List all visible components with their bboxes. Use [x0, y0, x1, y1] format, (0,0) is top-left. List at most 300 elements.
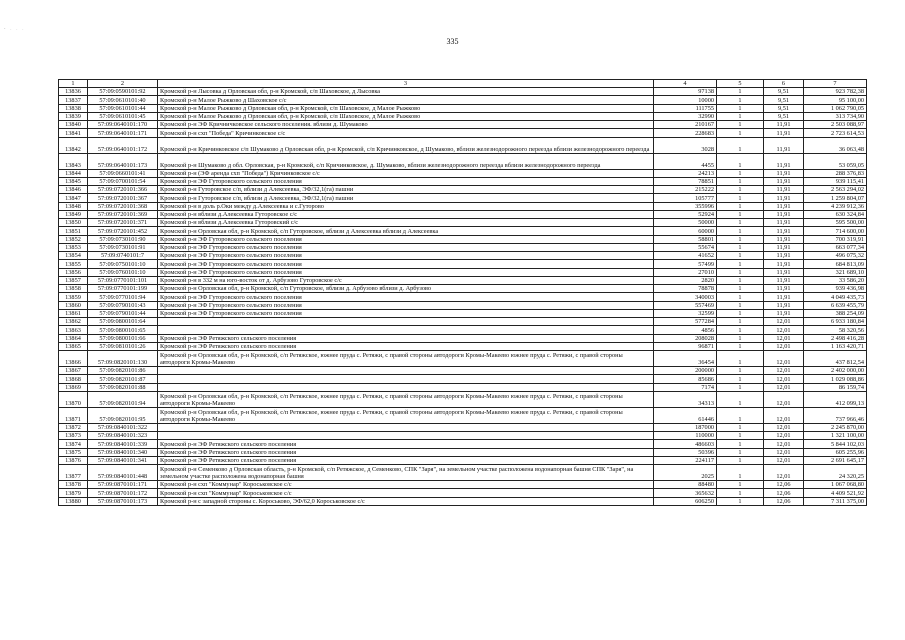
cadastral-value-cell: 2 498 416,28: [804, 334, 867, 342]
location-description-cell: Кромской р-н ЭФ Гуторовского сельского поселения: [158, 293, 654, 301]
count-cell: 1: [717, 186, 764, 194]
area-cell: 58801: [654, 235, 717, 243]
row-number-cell: 13880: [59, 497, 88, 505]
count-cell: 1: [717, 252, 764, 260]
rate-cell: 11,91: [764, 285, 804, 293]
cadastral-value-cell: 4 049 435,73: [804, 293, 867, 301]
area-cell: 88480: [654, 481, 717, 489]
cadastral-number-cell: 57:09:0820101:86: [88, 367, 158, 375]
rate-cell: 11,91: [764, 276, 804, 284]
area-cell: 97138: [654, 88, 717, 96]
count-cell: 1: [717, 448, 764, 456]
area-cell: 2820: [654, 276, 717, 284]
row-number-cell: 13866: [59, 351, 88, 367]
rate-cell: 11,91: [764, 137, 804, 153]
row-number-cell: 13837: [59, 96, 88, 104]
count-cell: 1: [717, 194, 764, 202]
area-cell: 41652: [654, 252, 717, 260]
cadastral-number-cell: 57:09:0610101:44: [88, 104, 158, 112]
rate-cell: 11,91: [764, 202, 804, 210]
area-cell: 27010: [654, 268, 717, 276]
table-row: [59, 407, 867, 423]
row-number-cell: 13839: [59, 112, 88, 120]
rate-cell: 11,91: [764, 268, 804, 276]
rate-cell: 11,91: [764, 153, 804, 169]
count-cell: 1: [717, 309, 764, 317]
rate-cell: 9,51: [764, 88, 804, 96]
cadastral-number-cell: 57:09:0640101:170: [88, 121, 158, 129]
cadastral-number-cell: 57:09:0840101:323: [88, 432, 158, 440]
row-number-cell: 13851: [59, 227, 88, 235]
area-cell: 2025: [654, 465, 717, 481]
location-description-cell: Кромской р-н Орловская обл, р-н Кромской, с/п Гуторовское, вблизи д. Арбузово вблизи д. Арбузово: [158, 285, 654, 293]
count-cell: 1: [717, 137, 764, 153]
row-number-cell: 13869: [59, 383, 88, 391]
cadastral-value-cell: 1 163 420,71: [804, 342, 867, 350]
cadastral-value-cell: 939 115,41: [804, 177, 867, 185]
rate-cell: 12,01: [764, 423, 804, 431]
count-cell: 1: [717, 318, 764, 326]
table-row: [59, 252, 867, 260]
cadastral-value-cell: 388 254,09: [804, 309, 867, 317]
cadastral-number-cell: 57:09:0800101:65: [88, 326, 158, 334]
count-cell: 1: [717, 177, 764, 185]
count-cell: 1: [717, 351, 764, 367]
location-description-cell: [158, 423, 654, 431]
cadastral-value-cell: 595 500,00: [804, 219, 867, 227]
column-index-row: [59, 80, 867, 88]
area-cell: 110000: [654, 432, 717, 440]
table-row: [59, 440, 867, 448]
column-header: 5: [717, 80, 764, 88]
row-number-cell: 13857: [59, 276, 88, 284]
table-row: [59, 186, 867, 194]
area-cell: 355996: [654, 202, 717, 210]
cadastral-number-cell: 57:09:0790101:43: [88, 301, 158, 309]
location-description-cell: Кромской р-н ЭФ Гуторовского сельского поселения: [158, 309, 654, 317]
area-cell: 486603: [654, 440, 717, 448]
cadastral-value-cell: 923 782,38: [804, 88, 867, 96]
cadastral-number-cell: 57:09:0740101:7: [88, 252, 158, 260]
area-cell: 78851: [654, 177, 717, 185]
cadastral-number-cell: 57:09:0800101:64: [88, 318, 158, 326]
count-cell: 1: [717, 88, 764, 96]
count-cell: 1: [717, 260, 764, 268]
location-description-cell: Кромской р-н Лысовка д Орловская обл, р-н Кромской, с/п Шаховское, д Лысовка: [158, 88, 654, 96]
area-cell: 210167: [654, 121, 717, 129]
cadastral-number-cell: 57:09:0640101:173: [88, 153, 158, 169]
cadastral-value-cell: 663 077,34: [804, 243, 867, 251]
cadastral-number-cell: 57:09:0800101:66: [88, 334, 158, 342]
cadastral-value-cell: 1 062 790,05: [804, 104, 867, 112]
row-number-cell: 13858: [59, 285, 88, 293]
count-cell: 1: [717, 440, 764, 448]
cadastral-value-cell: 4 239 912,36: [804, 202, 867, 210]
rate-cell: 11,91: [764, 260, 804, 268]
cadastral-number-cell: 57:09:0840101:322: [88, 423, 158, 431]
area-cell: 3028: [654, 137, 717, 153]
table-row: [59, 432, 867, 440]
table-row: [59, 194, 867, 202]
row-number-cell: 13867: [59, 367, 88, 375]
row-number-cell: 13870: [59, 391, 88, 407]
count-cell: 1: [717, 383, 764, 391]
table-row: [59, 497, 867, 505]
cadastral-value-cell: 412 099,13: [804, 391, 867, 407]
rate-cell: 11,91: [764, 121, 804, 129]
location-description-cell: Кромской р-н ЭФ Гуторовского сельского поселения: [158, 177, 654, 185]
table-row: [59, 235, 867, 243]
area-cell: 200000: [654, 367, 717, 375]
count-cell: 1: [717, 96, 764, 104]
cadastral-number-cell: 57:09:0720101:366: [88, 186, 158, 194]
rate-cell: 12,01: [764, 440, 804, 448]
cadastral-value-cell: 36 063,48: [804, 137, 867, 153]
cadastral-value-cell: 95 100,00: [804, 96, 867, 104]
location-description-cell: Кромской р-н в доль р.Оки между д.Алексеевка и с.Гуторово: [158, 202, 654, 210]
count-cell: 1: [717, 202, 764, 210]
cadastral-number-cell: 57:09:0700101:54: [88, 177, 158, 185]
location-description-cell: Кромской р-н ЭФ Ретяжского сельского поселения: [158, 440, 654, 448]
table-row: [59, 227, 867, 235]
rate-cell: 9,51: [764, 96, 804, 104]
area-cell: 4856: [654, 326, 717, 334]
location-description-cell: Кромской р-н Орловская обл, р-н Кромской, с/п Ретяжское, южнее пруда с. Ретяжи, с правой стороны автодороги Кромы-Макеево южнее пруда с. Ретяжи, с правой стороны автодороги Кромы-Макеево: [158, 351, 654, 367]
cadastral-value-cell: 7 311 375,00: [804, 497, 867, 505]
cadastral-value-cell: 33 586,20: [804, 276, 867, 284]
area-cell: 57499: [654, 260, 717, 268]
column-header: 6: [764, 80, 804, 88]
table-row: [59, 465, 867, 481]
table-row: [59, 219, 867, 227]
table-row: [59, 153, 867, 169]
area-cell: 61446: [654, 407, 717, 423]
scan-speck: - . . .: [4, 26, 26, 31]
cadastral-number-cell: 57:09:0720101:367: [88, 194, 158, 202]
row-number-cell: 13848: [59, 202, 88, 210]
cadastral-number-cell: 57:09:0870101:173: [88, 497, 158, 505]
location-description-cell: Кромской р-н Малое Рыжково д Орловская обл, р-н Кромской, с/п Шаховское, д Малое Рыжково: [158, 112, 654, 120]
cadastral-number-cell: 57:09:0610101:40: [88, 96, 158, 104]
table-row: [59, 104, 867, 112]
cadastral-number-cell: 57:09:0760101:10: [88, 268, 158, 276]
row-number-cell: 13863: [59, 326, 88, 334]
row-number-cell: 13841: [59, 129, 88, 137]
rate-cell: 9,51: [764, 112, 804, 120]
cadastral-number-cell: 57:09:0640101:171: [88, 129, 158, 137]
area-cell: 34313: [654, 391, 717, 407]
area-cell: 111755: [654, 104, 717, 112]
rate-cell: 11,91: [764, 252, 804, 260]
table-row: [59, 375, 867, 383]
area-cell: 208028: [654, 334, 717, 342]
rate-cell: 11,91: [764, 227, 804, 235]
rate-cell: 11,91: [764, 293, 804, 301]
column-header: 4: [654, 80, 717, 88]
rate-cell: 11,91: [764, 243, 804, 251]
table-row: [59, 423, 867, 431]
count-cell: 1: [717, 465, 764, 481]
count-cell: 1: [717, 104, 764, 112]
cadastral-number-cell: 57:09:0770101:94: [88, 293, 158, 301]
page-number: 335: [446, 37, 459, 46]
table-row: [59, 121, 867, 129]
table-row: [59, 351, 867, 367]
cadastral-number-cell: 57:09:0870101:172: [88, 489, 158, 497]
cadastral-value-cell: 2 503 088,97: [804, 121, 867, 129]
count-cell: 1: [717, 268, 764, 276]
location-description-cell: Кромской р-н Орловская обл, р-н Кромской, с/п Ретяжское, южнее пруда с. Ретяжи, с правой стороны автодороги Кромы-Макеево южнее пруда с. Ретяжи, с правой стороны автодороги Кромы-Макеево: [158, 407, 654, 423]
cadastral-number-cell: 57:09:0820101:87: [88, 375, 158, 383]
count-cell: 1: [717, 423, 764, 431]
count-cell: 1: [717, 121, 764, 129]
row-number-cell: 13871: [59, 407, 88, 423]
location-description-cell: Кромской р-н ЭФ Гуторовского сельского поселения: [158, 301, 654, 309]
cadastral-value-cell: 5 844 102,03: [804, 440, 867, 448]
cadastral-number-cell: 57:09:0870101:171: [88, 481, 158, 489]
location-description-cell: Кромской р-н Шумаково д обл. Орловская, р-н Кромской, с/п Кричинковское, д. Шумаково, вблизи железнодорожного переезда вблизи железнодорожного переезда: [158, 153, 654, 169]
table-row: [59, 367, 867, 375]
location-description-cell: Кромской р-н вблизи д.Алексеевка Гуторовский с/с: [158, 219, 654, 227]
row-number-cell: 13872: [59, 423, 88, 431]
count-cell: 1: [717, 227, 764, 235]
location-description-cell: Кромской р-н ЭФ Гуторовского сельского поселения: [158, 243, 654, 251]
cadastral-value-cell: 630 324,84: [804, 210, 867, 218]
rate-cell: 11,91: [764, 210, 804, 218]
count-cell: 1: [717, 391, 764, 407]
area-cell: 105777: [654, 194, 717, 202]
location-description-cell: Кромской р-н Орловская обл, р-н Кромской, с/п Гуторовское, вблизи д Алексеевка вблизи д Алексеевка: [158, 227, 654, 235]
location-description-cell: [158, 367, 654, 375]
row-number-cell: 13855: [59, 260, 88, 268]
location-description-cell: Кромской р-н Гуторовское с/п, вблизи д Алексеевка, ЭФ/32,1(га) пашни: [158, 194, 654, 202]
table-row: [59, 334, 867, 342]
table-row: [59, 293, 867, 301]
cadastral-number-cell: 57:09:0820101:94: [88, 391, 158, 407]
cadastral-value-cell: 86 159,74: [804, 383, 867, 391]
column-header: 1: [59, 80, 88, 88]
table-row: [59, 129, 867, 137]
column-header: 2: [88, 80, 158, 88]
row-number-cell: 13846: [59, 186, 88, 194]
cadastral-number-cell: 57:09:0720101:368: [88, 202, 158, 210]
count-cell: 1: [717, 219, 764, 227]
row-number-cell: 13852: [59, 235, 88, 243]
cadastral-number-cell: 57:09:0640101:172: [88, 137, 158, 153]
area-cell: 340003: [654, 293, 717, 301]
row-number-cell: 13859: [59, 293, 88, 301]
rate-cell: 12,01: [764, 407, 804, 423]
location-description-cell: Кромской р-н в 332 м на юго-восток от д. Арбузово Гуторовское с/с: [158, 276, 654, 284]
area-cell: 96871: [654, 342, 717, 350]
table-row: [59, 342, 867, 350]
location-description-cell: [158, 432, 654, 440]
table-row: [59, 481, 867, 489]
table-row: [59, 276, 867, 284]
count-cell: 1: [717, 375, 764, 383]
location-description-cell: Кромской р-н Орловская обл, р-н Кромской, с/п Ретяжское, южнее пруда с. Ретяжи, с правой стороны автодороги Кромы-Макеево южнее пруда с. Ретяжи, с правой стороны автодороги Кромы-Макеево: [158, 391, 654, 407]
area-cell: 7174: [654, 383, 717, 391]
area-cell: 32990: [654, 112, 717, 120]
cadastral-number-cell: 57:09:0840101:341: [88, 456, 158, 464]
table-row: [59, 326, 867, 334]
area-cell: 52924: [654, 210, 717, 218]
table-row: [59, 169, 867, 177]
rate-cell: 12,01: [764, 334, 804, 342]
cadastral-value-cell: 496 075,32: [804, 252, 867, 260]
row-number-cell: 13853: [59, 243, 88, 251]
table-row: [59, 96, 867, 104]
row-number-cell: 13868: [59, 375, 88, 383]
count-cell: 1: [717, 210, 764, 218]
cadastral-value-cell: 1 067 068,80: [804, 481, 867, 489]
cadastral-value-cell: 53 059,05: [804, 153, 867, 169]
location-description-cell: Кромской р-н ЭФ Гуторовского сельского поселения: [158, 235, 654, 243]
row-number-cell: 13874: [59, 440, 88, 448]
rate-cell: 12,01: [764, 383, 804, 391]
table-row: [59, 88, 867, 96]
location-description-cell: Кромской р-н схп "Победа" Кричинковское с/с: [158, 129, 654, 137]
cadastral-value-cell: 288 376,83: [804, 169, 867, 177]
rate-cell: 12,01: [764, 448, 804, 456]
cadastral-number-cell: 57:09:0750101:10: [88, 260, 158, 268]
cadastral-number-cell: 57:09:0840101:340: [88, 448, 158, 456]
table-row: [59, 285, 867, 293]
cadastral-number-cell: 57:09:0730101:91: [88, 243, 158, 251]
area-cell: 187000: [654, 423, 717, 431]
row-number-cell: 13836: [59, 88, 88, 96]
cadastral-value-cell: 939 436,98: [804, 285, 867, 293]
table-row: [59, 456, 867, 464]
column-header: 7: [804, 80, 867, 88]
cadastral-value-cell: 4 409 521,92: [804, 489, 867, 497]
table-row: [59, 137, 867, 153]
rate-cell: 11,91: [764, 129, 804, 137]
cadastral-value-cell: 437 812,54: [804, 351, 867, 367]
table-row: [59, 268, 867, 276]
rate-cell: 12,01: [764, 326, 804, 334]
cadastral-number-cell: 57:09:0820101:130: [88, 351, 158, 367]
row-number-cell: 13862: [59, 318, 88, 326]
rate-cell: 12,01: [764, 375, 804, 383]
row-number-cell: 13861: [59, 309, 88, 317]
rate-cell: 11,91: [764, 301, 804, 309]
rate-cell: 12,06: [764, 489, 804, 497]
cadastral-value-cell: 605 255,96: [804, 448, 867, 456]
location-description-cell: Кромской р-н с западной стороны с. Короськово, ЭФ/62,0 Короськовское с/с: [158, 497, 654, 505]
location-description-cell: [158, 383, 654, 391]
cadastral-number-cell: 57:09:0810101:26: [88, 342, 158, 350]
area-cell: 32599: [654, 309, 717, 317]
location-description-cell: Кромской р-н Малое Рыжково д Орловская обл, р-н Кромской, с/п Шаховское, д Малое Рыжково: [158, 104, 654, 112]
table-body: [59, 88, 867, 506]
cadastral-value-cell: 737 966,46: [804, 407, 867, 423]
cadastral-number-cell: 57:09:0820101:95: [88, 407, 158, 423]
table-row: [59, 260, 867, 268]
cadastral-value-cell: 1 029 088,86: [804, 375, 867, 383]
area-cell: 215222: [654, 186, 717, 194]
table-row: [59, 383, 867, 391]
count-cell: 1: [717, 456, 764, 464]
row-number-cell: 13845: [59, 177, 88, 185]
area-cell: 55674: [654, 243, 717, 251]
location-description-cell: Кромской р-н Семенково д Орловская область, р-н Кромской, с/п Ретяжское, д Семенково, СПК "Заря", на земельном участке расположена водонапорная башня СПК "Заря", на земельном участке расположена водонапорная башня: [158, 465, 654, 481]
row-number-cell: 13840: [59, 121, 88, 129]
cadastral-value-cell: 58 320,56: [804, 326, 867, 334]
count-cell: 1: [717, 235, 764, 243]
rate-cell: 11,91: [764, 186, 804, 194]
cadastral-number-cell: 57:09:0610101:45: [88, 112, 158, 120]
count-cell: 1: [717, 301, 764, 309]
count-cell: 1: [717, 129, 764, 137]
rate-cell: 12,01: [764, 456, 804, 464]
table-row: [59, 210, 867, 218]
row-number-cell: 13844: [59, 169, 88, 177]
table-row: [59, 489, 867, 497]
area-cell: 4455: [654, 153, 717, 169]
rate-cell: 9,51: [764, 104, 804, 112]
location-description-cell: Кромской р-н ЭФ Гуторовского сельского поселения: [158, 268, 654, 276]
cadastral-value-cell: 684 813,09: [804, 260, 867, 268]
cadastral-number-cell: 57:09:0840101:339: [88, 440, 158, 448]
rate-cell: 11,91: [764, 219, 804, 227]
table-row: [59, 177, 867, 185]
area-cell: 606250: [654, 497, 717, 505]
area-cell: 36454: [654, 351, 717, 367]
cadastral-value-cell: 6 933 180,84: [804, 318, 867, 326]
cadastral-value-cell: 1 259 804,07: [804, 194, 867, 202]
location-description-cell: Кромской р-н Малое Рыжково д Шаховское с/с: [158, 96, 654, 104]
cadastral-number-cell: 57:09:0790101:44: [88, 309, 158, 317]
cadastral-value-cell: 2 563 294,02: [804, 186, 867, 194]
location-description-cell: Кромской р-н ЭФ Ретяжского сельского поселения: [158, 342, 654, 350]
location-description-cell: [158, 318, 654, 326]
location-description-cell: Кромской р-н Кричинковское с/п Шумаково д Орловская обл, р-н Кромской, с/п Кричинковское, д Шумаково, вблизи железнодорожного переезда вблизи железнодорожного переезда: [158, 137, 654, 153]
cadastral-number-cell: 57:09:0590101:92: [88, 88, 158, 96]
location-description-cell: Кромской р-н ЭФ Гуторовского сельского поселения: [158, 260, 654, 268]
count-cell: 1: [717, 407, 764, 423]
area-cell: 365632: [654, 489, 717, 497]
row-number-cell: 13873: [59, 432, 88, 440]
count-cell: 1: [717, 285, 764, 293]
rate-cell: 12,01: [764, 432, 804, 440]
rate-cell: 11,91: [764, 177, 804, 185]
row-number-cell: 13847: [59, 194, 88, 202]
row-number-cell: 13878: [59, 481, 88, 489]
count-cell: 1: [717, 326, 764, 334]
cadastral-value-cell: 24 320,25: [804, 465, 867, 481]
area-cell: 50000: [654, 219, 717, 227]
cadastral-value-cell: 2 691 645,17: [804, 456, 867, 464]
rate-cell: 12,01: [764, 367, 804, 375]
cadastral-value-cell: 1 321 100,00: [804, 432, 867, 440]
cadastral-number-cell: 57:09:0770101:199: [88, 285, 158, 293]
rate-cell: 12,01: [764, 391, 804, 407]
cadastral-value-cell: 714 600,00: [804, 227, 867, 235]
row-number-cell: 13879: [59, 489, 88, 497]
location-description-cell: Кромской р-н (ЭФ аренда схп "Победа") Кричинковское с/с: [158, 169, 654, 177]
area-cell: 224117: [654, 456, 717, 464]
location-description-cell: Кромской р-н ЭФ Ретяжского сельского поселения: [158, 334, 654, 342]
area-cell: 557469: [654, 301, 717, 309]
count-cell: 1: [717, 293, 764, 301]
cadastral-number-cell: 57:09:0660101:41: [88, 169, 158, 177]
location-description-cell: Кромской р-н ЭФ Ретяжского сельского поселения: [158, 456, 654, 464]
area-cell: 10000: [654, 96, 717, 104]
area-cell: 78878: [654, 285, 717, 293]
row-number-cell: 13843: [59, 153, 88, 169]
count-cell: 1: [717, 112, 764, 120]
